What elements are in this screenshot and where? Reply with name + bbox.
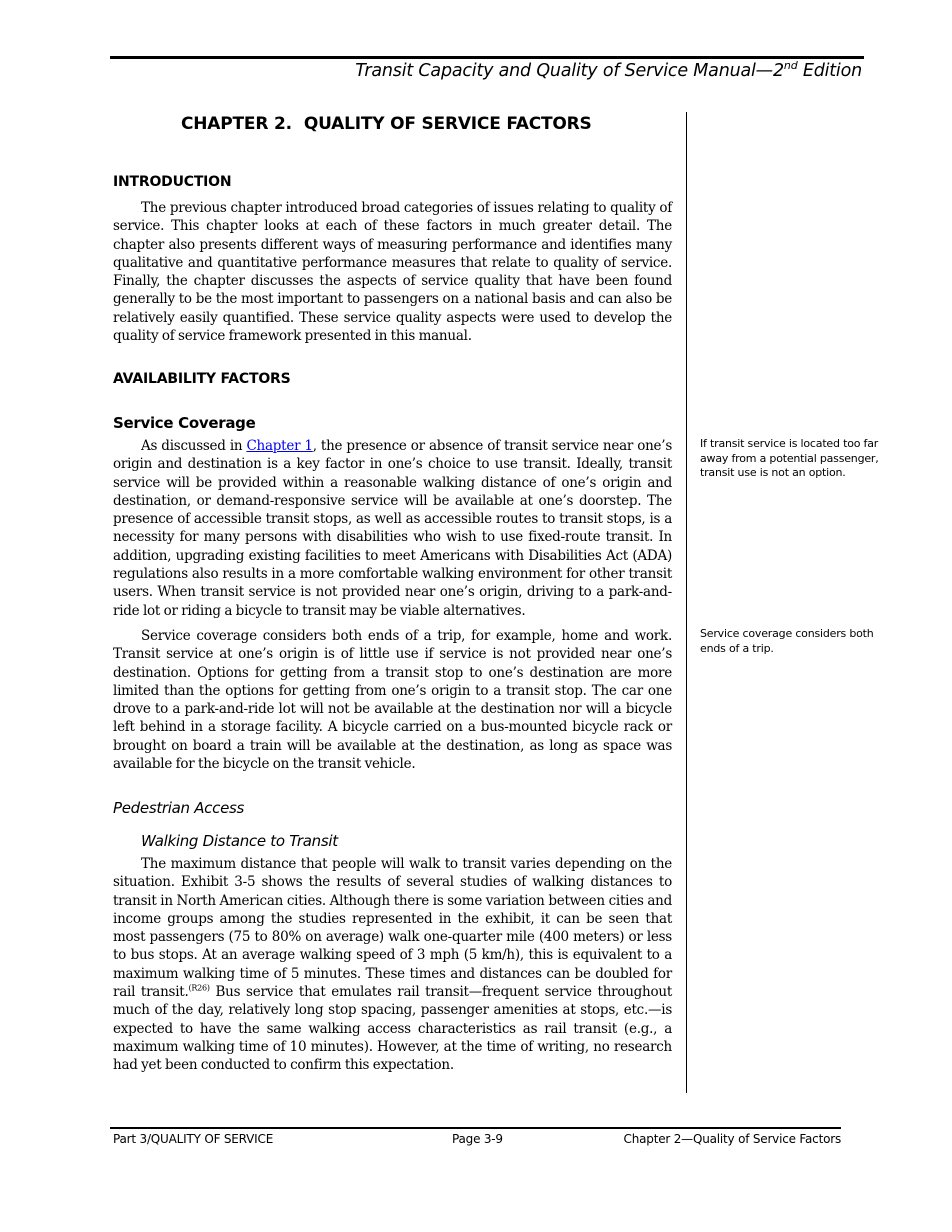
introduction-paragraph: The previous chapter introduced broad categories of issues relating to quality of service. This chapter looks at each of these factors in much greater detail. The chapter also presents different ways of measuring performance and identifies many qualitative and quantitative performance measures that relate to quality of service. Finally, the chapter discusses the aspects of service quality that have been found generally to be the most important to passengers on a national basis and can also be relatively easily quantified. These service quality aspects were used to develop the quality of service framework presented in this manual. [113,200,672,345]
pedestrian-access-heading: Pedestrian Access [113,799,245,817]
footer-page-number: Page 3-9 [452,1132,503,1146]
chapter-title [181,114,592,134]
footer-chapter: Chapter 2—Quality of Service Factors [623,1132,841,1146]
sidenote-trip-ends: Service coverage considers both ends of a trip. [700,627,874,655]
margin-divider [686,112,687,1093]
paragraph-text: As discussed in [141,438,247,454]
service-coverage-paragraph-2: Service coverage considers both ends of a trip, for example, home and work. Transit service at one’s origin is of little use if service is not provided near one’s destination. Options for getting from a transit stop to one’s destination are more limited than the options for getting from one’s origin to a transit stop. The car one drove to a park-and-ride lot will not be available at the destination nor will a bicycle left behind in a storage facility. A bicycle carried on a bus-mounted bicycle rack or brought on board a train will be available at the destination, as long as space was available for the bicycle on the transit vehicle. [113,628,672,773]
reference-marker: (R26) [188,983,210,993]
paragraph-text: , the presence or absence of transit service near one’s origin and destination is a key factor in one’s choice to use transit. Ideally, transit service will be provided within a reasonable walking distance of one’s origin and destination, or demand-responsive service will be available at one’s doorstep. The presence of accessible transit stops, as well as accessible routes to transit stops, is a necessity for many persons with disabilities who wish to use fixed-route transit. In addition, upgrading existing facilities to meet Americans with Disabilities Act (ADA) regulations also results in a more comfortable walking environment for other transit users. When transit service is not provided near one’s origin, driving to a park-and-ride lot or riding a bicycle to transit may be viable alternatives. [113,438,672,619]
paragraph-text: Bus service that emulates rail transit—frequent service throughout much of the day, relatively long stop spacing, passenger amenities at stops, etc.—is expected to have the same walking access characteristics as rail transit (e.g., a maximum walking time of 10 minutes). However, at the time of writing, no research had yet been conducted to confirm this expectation. [113,984,672,1074]
edition-word: Edition [797,61,862,81]
service-coverage-heading: Service Coverage [113,414,256,432]
availability-factors-heading: AVAILABILITY FACTORS [113,371,291,387]
walking-distance-heading: Walking Distance to Transit [141,832,338,850]
running-title: Transit Capacity and Quality of Service Manual—2 [355,61,784,81]
header-rule [110,56,864,59]
chapter-1-link[interactable]: Chapter 1 [246,438,313,454]
chapter-number: CHAPTER 2. [181,114,292,134]
chapter-name: QUALITY OF SERVICE FACTORS [303,114,592,134]
running-header [355,61,862,81]
walking-distance-paragraph [113,855,672,1075]
footer-part: Part 3/QUALITY OF SERVICE [113,1132,274,1146]
edition-superscript: nd [783,59,798,73]
sidenote-service-location: If transit service is located too far away from a potential passenger, transit use is not an option. [700,437,879,479]
service-coverage-paragraph-1 [113,437,672,620]
paragraph-text: The maximum distance that people will walk to transit varies depending on the situation. Exhibit 3-5 shows the results of several studies of walking distances to transit in North American cities. Although there is some variation between cities and income groups among the studies represented in the exhibit, it can be seen that most passengers (75 to 80% on average) walk one-quarter mile (400 meters) or less to bus stops. At an average walking speed of 3 mph (5 km/h), this is equivalent to a maximum walking time of 5 minutes. These times and distances can be doubled for rail transit. [113,856,672,1001]
introduction-heading: INTRODUCTION [113,174,232,190]
footer-rule [110,1127,841,1129]
